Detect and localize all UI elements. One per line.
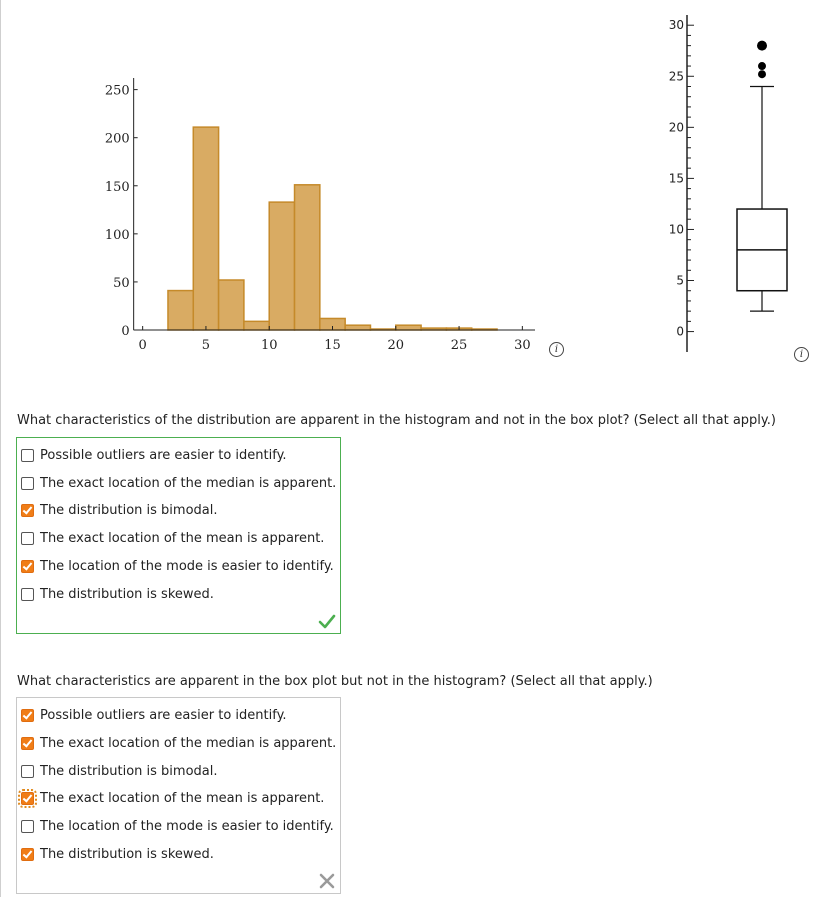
q1-option-skewed[interactable] (21, 584, 214, 604)
q2-option-label: The location of the mode is easier to identify. (40, 818, 334, 834)
histogram-chart (85, 70, 555, 360)
histogram-y-tick-label: 50 (113, 275, 130, 291)
q1-checkbox[interactable] (21, 477, 34, 490)
q2-option-mean[interactable] (21, 788, 324, 808)
boxplot-info-icon[interactable]: i (794, 347, 809, 362)
q1-option-label: The location of the mode is easier to identify. (40, 558, 334, 574)
histogram-x-tick-label: 5 (201, 338, 211, 353)
q1-option-label: The distribution is skewed. (40, 586, 214, 602)
histogram-bar (396, 325, 421, 330)
q2-checkbox[interactable] (21, 737, 34, 750)
q2-option-label: The exact location of the mean is apparent. (40, 790, 325, 806)
histogram-x-tick-label: 10 (260, 338, 278, 353)
histogram-y-tick-label: 0 (121, 324, 130, 339)
boxplot-chart (655, 10, 805, 360)
boxplot-outlier-point (758, 70, 766, 78)
q1-checkbox[interactable] (21, 588, 34, 601)
histogram-y-tick-label: 250 (104, 83, 130, 99)
boxplot-y-tick-label: 20 (668, 120, 684, 135)
boxplot-y-tick-label: 25 (668, 69, 684, 84)
q1-option-label: The exact location of the median is apparent. (40, 475, 337, 491)
q2-option-outliers[interactable] (21, 705, 287, 725)
q1-option-median[interactable] (21, 473, 336, 493)
boxplot-y-tick-label: 15 (668, 171, 684, 186)
q1-option-mean[interactable] (21, 528, 324, 548)
q2-option-label: Possible outliers are easier to identify. (40, 707, 287, 723)
histogram-x-tick-label: 25 (450, 338, 468, 353)
histogram-y-tick-label: 200 (104, 131, 130, 147)
boxplot-y-tick-label: 5 (676, 273, 684, 288)
histogram-bar (219, 280, 244, 330)
histogram-x-tick-label: 0 (138, 338, 147, 353)
histogram-bar (295, 185, 320, 330)
q2-option-skewed[interactable] (21, 844, 214, 864)
histogram-y-tick-label: 150 (104, 179, 130, 195)
incorrect-x-icon (318, 873, 336, 889)
q1-option-outliers[interactable] (21, 445, 287, 465)
q2-option-median[interactable] (21, 733, 336, 753)
boxplot-outlier-point (758, 62, 766, 70)
question-1-answer-box (16, 437, 341, 634)
q1-option-label: The distribution is bimodal. (40, 502, 218, 518)
histogram-x-tick-label: 30 (514, 338, 531, 353)
q1-checkbox[interactable] (21, 449, 34, 462)
histogram-y-tick-label: 100 (104, 227, 130, 243)
question-2-prompt: What characteristics are apparent in the box plot but not in the histogram? (Select all that apply.) (17, 674, 653, 689)
boxplot-y-tick-label: 10 (668, 222, 684, 237)
boxplot-outlier-point (757, 41, 767, 51)
q2-option-label: The distribution is skewed. (40, 846, 214, 862)
q2-option-mode[interactable] (21, 816, 334, 836)
boxplot-y-tick-label: 0 (676, 324, 684, 339)
q1-checkbox[interactable] (21, 504, 34, 517)
q1-option-mode[interactable] (21, 556, 334, 576)
page-left-border (0, 0, 1, 897)
histogram-bar (269, 202, 294, 330)
boxplot-y-tick-label: 30 (668, 18, 684, 33)
q1-option-bimodal[interactable] (21, 500, 218, 520)
q2-checkbox[interactable] (21, 792, 34, 805)
q2-checkbox[interactable] (21, 709, 34, 722)
q2-checkbox[interactable] (21, 820, 34, 833)
q1-option-label: Possible outliers are easier to identify. (40, 447, 287, 463)
q1-checkbox[interactable] (21, 560, 34, 573)
question-1-prompt: What characteristics of the distribution are apparent in the histogram and not in the box plot? (Select all that apply.) (17, 413, 776, 428)
q2-option-bimodal[interactable] (21, 761, 218, 781)
histogram-bar (168, 291, 193, 330)
q2-option-label: The exact location of the median is apparent. (40, 735, 337, 751)
q2-option-label: The distribution is bimodal. (40, 763, 218, 779)
q1-checkbox[interactable] (21, 532, 34, 545)
histogram-x-tick-label: 20 (387, 338, 405, 353)
histogram-info-icon[interactable]: i (549, 342, 564, 357)
q2-checkbox[interactable] (21, 848, 34, 861)
question-2-answer-box (16, 697, 341, 894)
histogram-x-tick-label: 15 (324, 338, 341, 353)
histogram-bar (193, 127, 218, 330)
checkmark-icon (318, 613, 336, 629)
histogram-bar (345, 325, 370, 330)
q1-option-label: The exact location of the mean is apparent. (40, 530, 325, 546)
histogram-bar (244, 321, 269, 330)
q2-checkbox[interactable] (21, 765, 34, 778)
